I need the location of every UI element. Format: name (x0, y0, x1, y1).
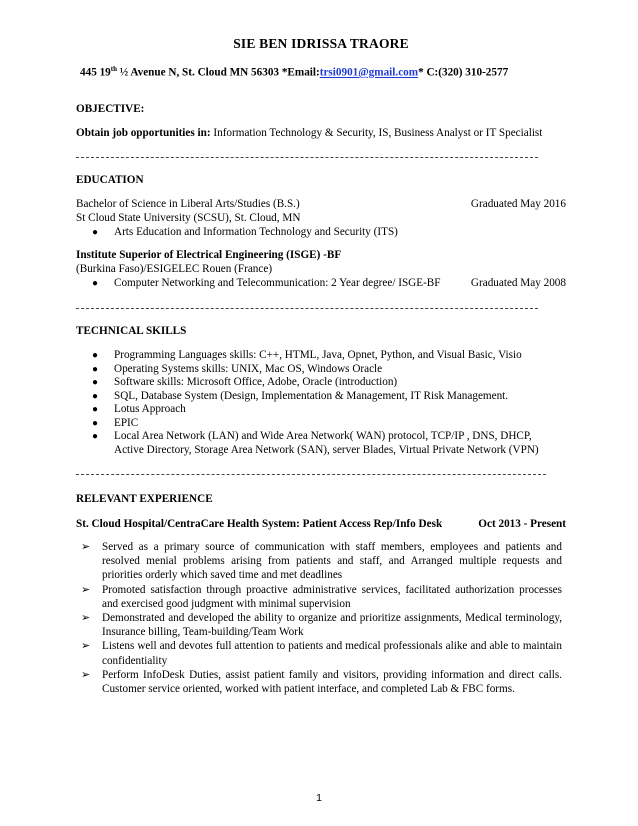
school-2: Institute Superior of Electrical Engineering (ISGE) -BF (76, 249, 342, 261)
phone-text: * C:(320) 310-2577 (418, 66, 509, 79)
divider (76, 474, 546, 475)
list-item-text: Perform InfoDesk Duties, assist patient family and visitors, providing information and direct calls. Customer service oriented, worked with patient interface, and completed Lab & FBC forms. (102, 668, 562, 696)
bullet-icon: ● (92, 363, 99, 375)
address-text: ½ Avenue N, St. Cloud MN 56303 *Email: (117, 66, 320, 79)
objective-heading: OBJECTIVE: (76, 103, 145, 115)
degree-1: Bachelor of Science in Liberal Arts/Studies (B.S.) (76, 198, 300, 210)
list-item (76, 363, 539, 377)
bullet-icon: ● (92, 278, 99, 289)
list-item-text: Software skills: Microsoft Office, Adobe, Oracle (introduction) (114, 376, 398, 388)
arrow-bullet-icon: ➢ (81, 640, 91, 653)
arrow-bullet-icon: ➢ (81, 541, 91, 553)
arrow-bullet-icon: ➢ (81, 612, 91, 625)
degree-2-date: Graduated May 2008 (470, 277, 566, 289)
divider (76, 157, 538, 158)
school-2-location: (Burkina Faso)/ESIGELEC Rouen (France) (76, 263, 273, 275)
skills-heading: TECHNICAL SKILLS (76, 325, 187, 337)
list-item (76, 417, 539, 431)
list-item-text: Active Directory, Storage Area Network (SAN), server Blades, Virtual Private Network (VPN) (114, 443, 539, 456)
list-item-text: Arts Education and Information Technology and Security (ITS) (114, 226, 398, 238)
skills-list (76, 349, 539, 457)
education-heading: EDUCATION (76, 174, 144, 186)
list-item-text: Promoted satisfaction through proactive administrative services, facilitated authorization processes and exercised good judgment with minimal supervision (102, 583, 562, 610)
list-item (76, 376, 539, 390)
bullet-icon: ● (92, 404, 99, 415)
experience-list (76, 540, 562, 696)
list-item-text: Served as a primary source of communication with staff members, employees and patients and resolved menial problems arising from patients and staff, and Arranged multiple requests and priorities orderly which saved time and met deadlines (102, 541, 562, 582)
objective-body: Information Technology & Security, IS, Business Analyst or IT Specialist (210, 127, 543, 139)
list-item (76, 583, 562, 611)
arrow-bullet-icon: ➢ (81, 583, 91, 596)
objective-label: Obtain job opportunities in: (76, 127, 211, 139)
bullet-icon: ● (92, 431, 99, 442)
list-item (76, 403, 539, 417)
list-item (76, 226, 398, 240)
list-item-text: Local Area Network (LAN) and Wide Area Network( WAN) protocol, TCP/IP , DNS, DHCP, (114, 430, 532, 442)
bullet-icon: ● (92, 350, 99, 361)
contact-line (80, 65, 508, 79)
list-item (76, 668, 562, 696)
degree-1-date: Graduated May 2016 (470, 198, 566, 210)
list-item (76, 611, 562, 639)
list-item-text: Demonstrated and developed the ability to organize and prioritize assignments, Medical terminology, Insurance billing, Team-building/Team Work (102, 612, 562, 639)
experience-heading: RELEVANT EXPERIENCE (76, 493, 213, 505)
arrow-bullet-icon: ➢ (81, 668, 91, 681)
objective-text (76, 127, 542, 139)
bullet-icon: ● (92, 227, 99, 238)
list-item-text: Programming Languages skills: C++, HTML, Java, Opnet, Python, and Visual Basic, Visio (114, 349, 522, 361)
list-item (76, 430, 539, 444)
email-link[interactable]: trsi0901@gmail.com (319, 66, 419, 79)
list-item-text: Operating Systems skills: UNIX, Mac OS, Windows Oracle (114, 362, 383, 375)
page-number: 1 (316, 792, 322, 804)
candidate-name: SIE BEN IDRISSA TRAORE (233, 36, 409, 51)
job-dates: Oct 2013 - Present (478, 518, 566, 530)
list-item (76, 349, 539, 363)
divider (76, 308, 538, 309)
address-suffix: th (110, 65, 117, 73)
bullet-icon: ● (92, 377, 99, 388)
bullet-icon: ● (92, 417, 99, 429)
list-item-continued (76, 444, 539, 458)
address-number: 445 19 (80, 66, 111, 79)
job-title: St. Cloud Hospital/CentraCare Health System: Patient Access Rep/Info Desk (76, 518, 443, 530)
degree-1-details (76, 226, 398, 240)
list-item (76, 277, 441, 291)
list-item (76, 639, 562, 667)
bullet-icon: ● (92, 390, 99, 402)
degree-2-details (76, 277, 441, 291)
list-item-text: Listens well and devotes full attention to patients and medical professionals alike and able to maintain confidentiality (102, 640, 562, 667)
school-1: St Cloud State University (SCSU), St. Cloud, MN (76, 212, 301, 224)
list-item-text: EPIC (114, 416, 139, 429)
list-item-text: SQL, Database System (Design, Implementation & Management, IT Risk Management. (114, 389, 509, 402)
list-item-text: Computer Networking and Telecommunication: 2 Year degree/ ISGE-BF (114, 277, 441, 289)
list-item (76, 390, 539, 404)
list-item-text: Lotus Approach (114, 403, 186, 415)
list-item (76, 540, 562, 583)
